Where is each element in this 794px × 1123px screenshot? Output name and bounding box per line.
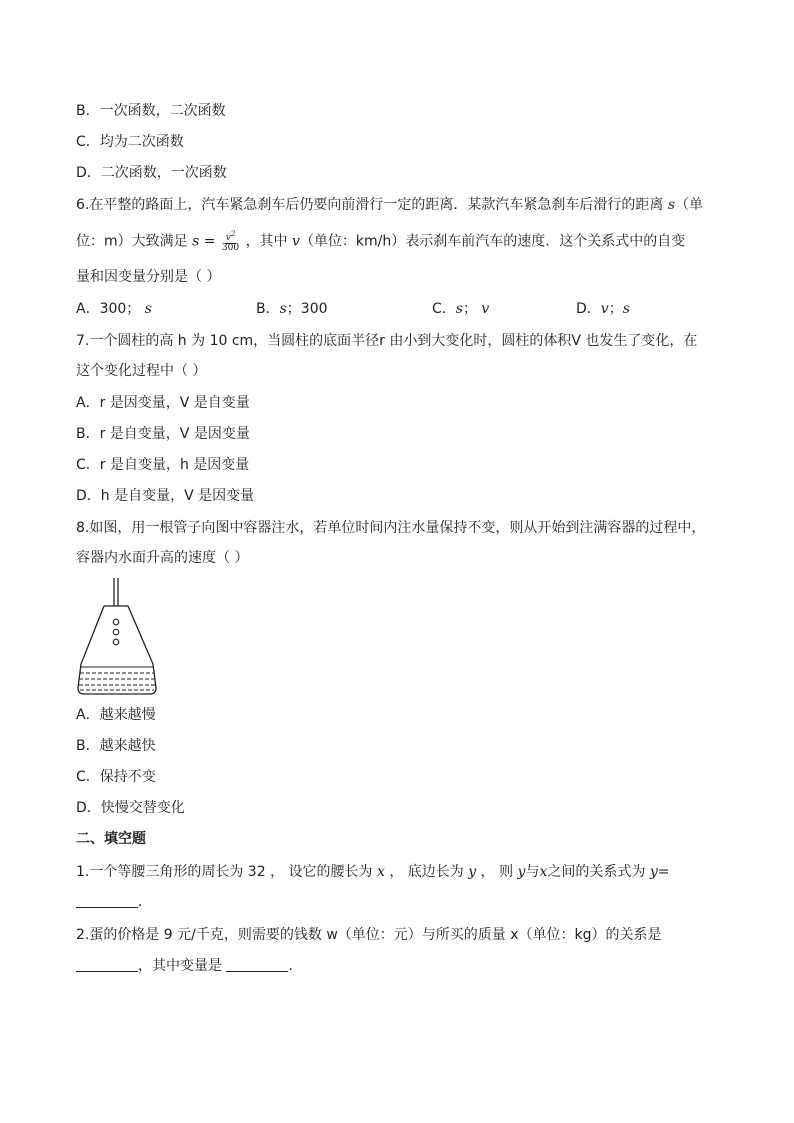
q6-stem-line2: 位：m）大致满足 s = $\frac{v^2}{300}$ ，其中 v（单位：km/h）表示刹车前汽车的速度．这个关系式中的自变 [76, 230, 686, 253]
answer-blank[interactable] [76, 957, 138, 972]
fill1-line1: 1.一个等腰三角形的周长为 32 ， 设它的腰长为 x ， 底边长为 y ， 则 y与x之间的关系式为 y= [76, 864, 670, 880]
q8-option-c: C．保持不变 [76, 769, 156, 785]
q6-option-b: B．s；300 [256, 301, 328, 317]
q7-stem-line1: 7.一个圆柱的高 h 为 10 cm，当圆柱的底面半径r 由小到大变化时，圆柱的体积V 也发生了变化，在 [76, 333, 698, 349]
q6-stem-line3: 量和因变量分别是（ ） [76, 269, 221, 285]
q8-stem-line1: 8.如图，用一根管子向图中容器注水，若单位时间内注水量保持不变，则从开始到注满容器的过程中， [76, 520, 706, 536]
formula-fraction: $\frac{v^2}{300}$ [221, 230, 240, 253]
q6-stem-line1: 6.在平整的路面上，汽车紧急刹车后仍要向前滑行一定的距离．某款汽车紧急刹车后滑行的距离 s（单 [76, 197, 703, 213]
var-v: v [292, 233, 300, 250]
q8-option-d: D．快慢交替变化 [76, 800, 185, 816]
q6-option-a: A．300； s [76, 301, 152, 317]
q5-option-b: B．一次函数，二次函数 [76, 103, 226, 119]
bubble [113, 639, 119, 645]
q7-option-b: B．r 是自变量，V 是因变量 [76, 426, 250, 442]
q5-option-d: D．二次函数，一次函数 [76, 165, 227, 181]
answer-blank[interactable] [226, 957, 288, 972]
fill2-line1: 2.蛋的价格是 9 元/千克，则需要的钱数 w（单位：元）与所买的质量 x（单位：kg）的关系是 [76, 927, 662, 943]
bubble [113, 619, 119, 625]
q6-option-d: D．v；s [576, 301, 630, 317]
q5-option-c: C．均为二次函数 [76, 134, 184, 150]
bubble [113, 629, 119, 635]
formula-lhs: s = [192, 233, 216, 250]
q7-stem-line2: 这个变化过程中（ ） [76, 363, 207, 379]
flask-diagram [74, 576, 160, 700]
fill2-line2: ，其中变量是 ． [76, 956, 302, 976]
answer-blank[interactable] [76, 893, 138, 908]
q8-option-a: A．越来越慢 [76, 707, 156, 723]
section-title: 二、填空题 [76, 831, 146, 847]
var-s: s [667, 197, 675, 213]
q7-option-c: C．r 是自变量，h 是因变量 [76, 457, 250, 473]
q8-stem-line2: 容器内水面升高的速度（ ） [76, 550, 249, 566]
q7-option-d: D．h 是自变量，V 是因变量 [76, 488, 255, 504]
q7-option-a: A．r 是因变量，V 是自变量 [76, 395, 250, 411]
q6-option-c: C．s； v [432, 301, 490, 317]
fill1-line2: ． [76, 892, 152, 912]
q8-option-b: B．越来越快 [76, 738, 156, 754]
